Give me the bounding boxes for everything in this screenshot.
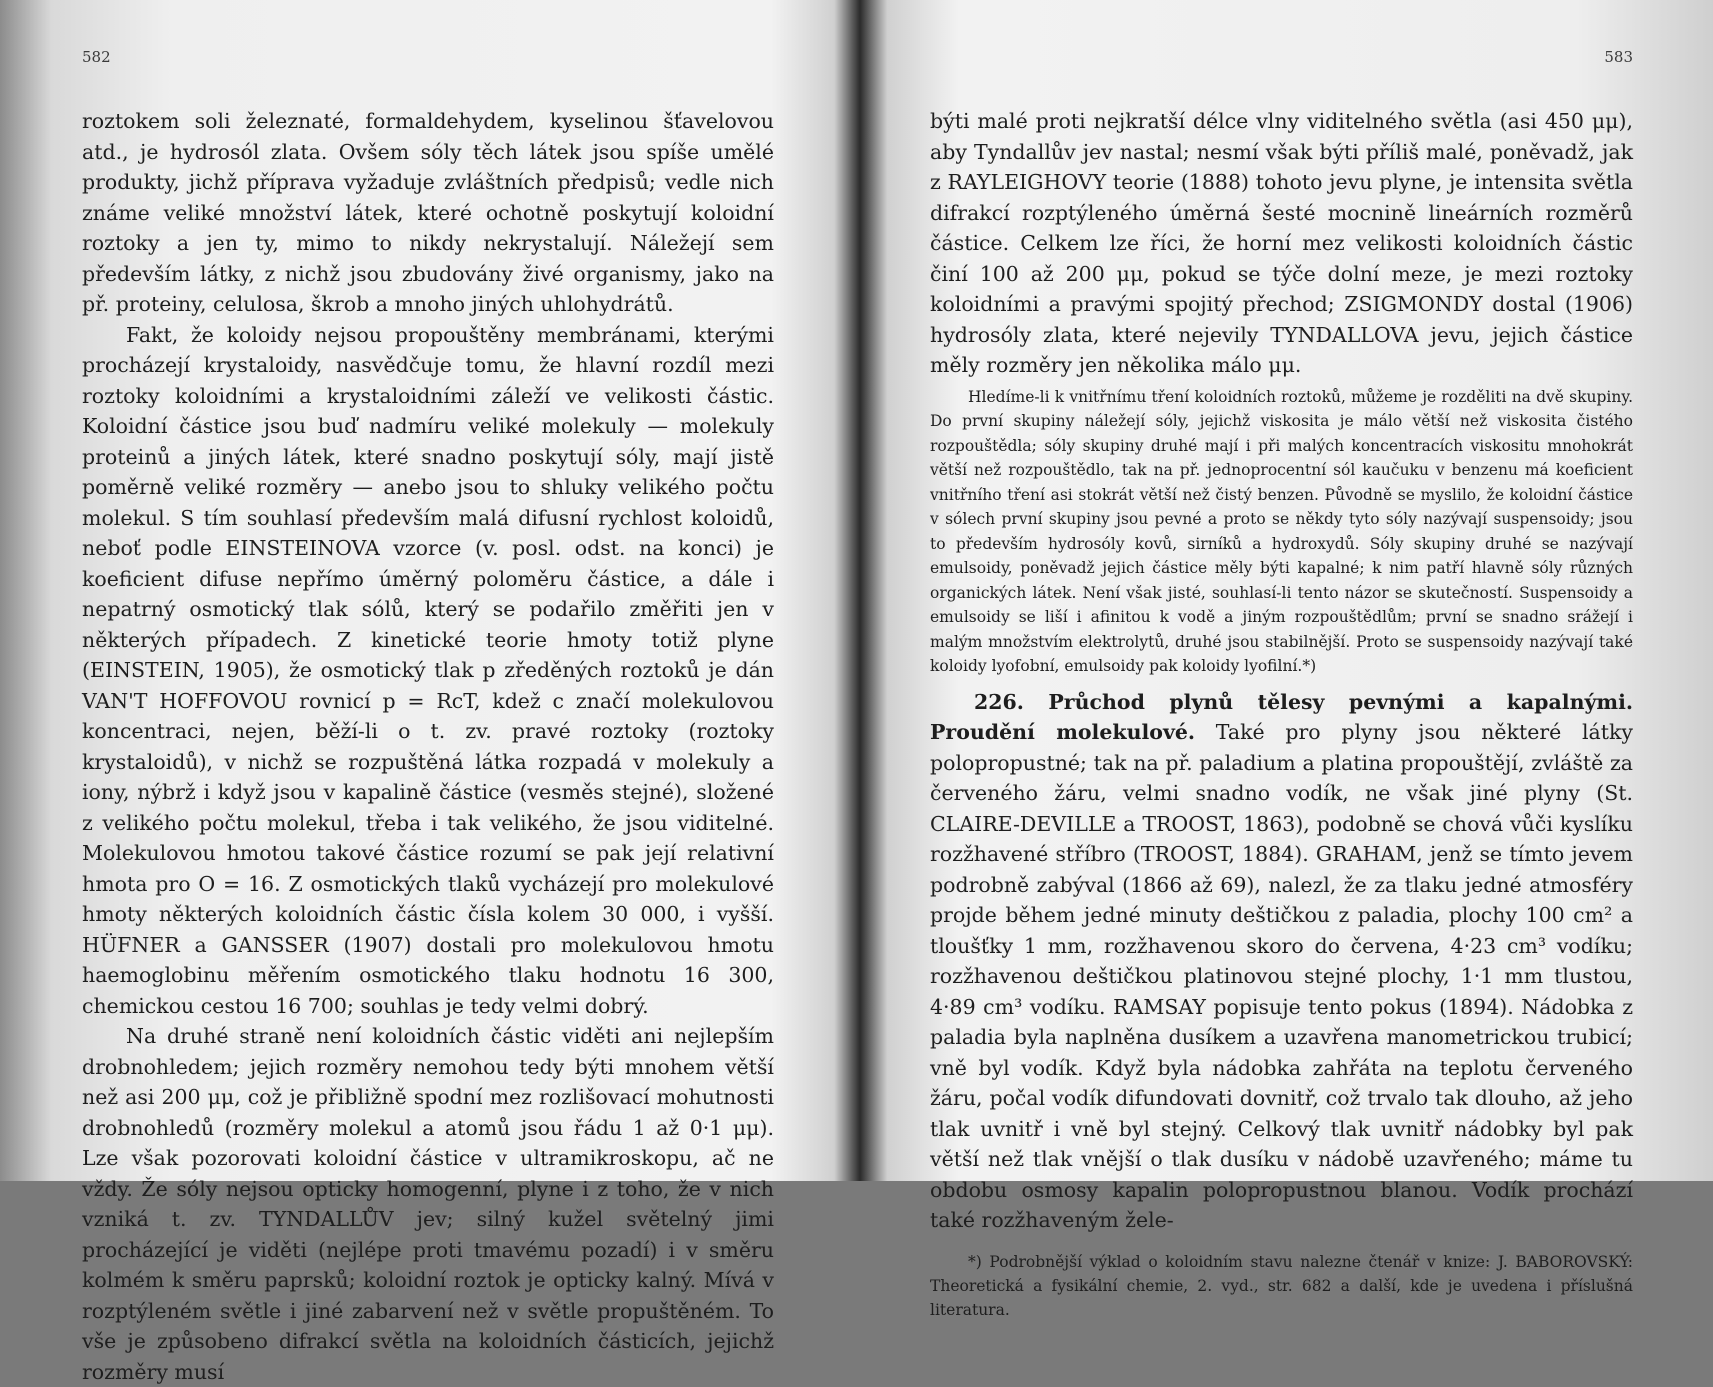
paragraph: roztokem soli železnaté, formaldehydem, kyselinou šťavelovou atd., je hydrosól zlata. Ovšem sóly těch látek jsou spíše umělé produkty, jichž příprava vyžaduje zvláštních předpisů; vedle nich známe veliké množství látek, které ochotně poskytují koloidní roztoky a jen ty, mimo to nikdy nekrystalují. Náležejí sem především látky, z nichž jsou zbudovány živé organismy, jako na př. proteiny, celulosa, škrob a mnoho jiných uhlohydrátů. bbox=[82, 109, 774, 316]
footnote bbox=[930, 1246, 1633, 1322]
footnote-text: *) Podrobnější výklad o koloidním stavu nalezne čtenář v knize: J. BABOROVSKÝ: Theoretická a fysikální chemie, 2. vyd., str. 682 a další, kde je uvedena i příslušná literatura. bbox=[930, 1252, 1633, 1319]
small-print-paragraph bbox=[930, 385, 1633, 679]
paragraph: Fakt, že koloidy nejsou propouštěny membránami, kterými procházejí krystaloidy, nasvědčuje tomu, že hlavní rozdíl mezi roztoky koloidními a krystaloidními záleží ve velikosti částic. Koloidní částice jsou buď nadmíru veliké molekuly — molekuly proteinů a jiných látek, které snadno poskytují sóly, mají jistě poměrně veliké rozměry — anebo jsou to shluky velikého počtu molekul. S tím souhlasí především malá difusní rychlost koloidů, neboť podle EINSTEINOVA vzorce (v. posl. odst. na konci) je koeficient difuse nepřímo úměrný poloměru částice, a dále i nepatrný osmotický tlak sólů, který se podařilo změřiti jen v některých případech. Z kinetické teorie hmoty totiž plyne (EINSTEIN, 1905), že osmotický tlak p zředěných roztoků je dán VAN'T HOFFOVOU rovnicí p = RcT, kdež c značí molekulovou koncentraci, nejen, běží-li o t. zv. pravé roztoky (roztoky krystaloidů), v nichž se rozpuštěná látka rozpadá v molekuly a iony, nýbrž i když jsou v kapalině částice (vesměs stejné), složené z velikého počtu molekul, třeba i tak velikého, že jsou viditelné. Molekulovou hmotou takové částice rozumí se pak její relativní hmota pro O = 16. Z osmotických tlaků vycházejí pro molekulové hmoty některých koloidních částic čísla kolem 30 000, i vyšší. HÜFNER a GANSSER (1907) dostali pro molekulovou hmotu haemoglobinu měřením osmotického tlaku hodnotu 16 300, chemickou cestou 16 700; souhlas je tedy velmi dobrý. bbox=[82, 322, 774, 1018]
page-number: 582 bbox=[82, 48, 111, 66]
paragraph: býti malé proti nejkratší délce vlny viditelného světla (asi 450 μμ), aby Tyndallův jev nastal; nesmí však býti příliš malé, poněvadž, jak z RAYLEIGHOVY teorie (1888) tohoto jevu plyne, je intensita světla difrakcí rozptýleného úměrná šesté mocnině lineárních rozměrů částice. Celkem lze říci, že horní mez velikosti koloidních částic činí 100 až 200 μμ, pokud se týče dolní meze, je mezi roztoky koloidními a pravými spojitý přechod; ZSIGMONDY dostal (1906) hydrosóly zlata, které nejevily TYNDALLOVA jevu, jejich částice měly rozměry jen několika málo μμ. bbox=[930, 109, 1633, 377]
section-paragraph bbox=[930, 687, 1633, 1236]
section-heading: 226. Průchod plynů tělesy pevnými a kapalnými. Proudění molekulové. bbox=[930, 689, 1633, 744]
right-page bbox=[878, 0, 1713, 1319]
paragraph: Hledíme-li k vnitřnímu tření koloidních roztoků, můžeme je rozděliti na dvě skupiny. Do první skupiny náležejí sóly, jejichž viskosita je málo větší než viskosita čistého rozpouštědla; sóly skupiny druhé mají i při malých koncentracích viskositu mnohokrát větší než rozpouštědlo, tak na př. jednoprocentní sól kaučuku v benzenu má koeficient vnitřního tření asi stokrát větší než čistý benzen. Původně se myslilo, že koloidní částice v sólech první skupiny jsou pevné a proto se někdy tyto sóly nazývají suspensoidy; jsou to především hydrosóly kovů, sirníků a hydroxydů. Sóly skupiny druhé se nazývají emulsoidy, poněvadž jejich částice měly býti kapalné; k nim patří hlavně sóly různých organických látek. Není však jisté, souhlasí-li tento názor se skutečností. Suspensoidy a emulsoidy se liší i afinitou k vodě a jiným rozpouštědlům; první se snadno srážejí i malým množstvím elektrolytů, druhé jsou stabilnější. Proto se suspensoidy nazývají také koloidy lyofobní, emulsoidy pak koloidy lyofilní.*) bbox=[930, 387, 1633, 675]
page-number: 583 bbox=[1604, 48, 1633, 66]
left-page bbox=[0, 0, 830, 1384]
section bbox=[930, 687, 1633, 1236]
body-text bbox=[82, 106, 774, 1387]
section-text: Také pro plyny jsou některé látky polopropustné; tak na př. paladium a platina propouštějí, zvláště za červeného žáru, velmi snadno vodík, ne však jiné plyny (St. CLAIRE-DEVILLE a TROOST, 1863), podobně se chová vůči kyslíku rozžhavené stříbro (TROOST, 1884). GRAHAM, jenž se tímto jevem podrobně zabýval (1866 až 69), nalezl, že za tlaku jedné atmosféry projde během jedné minuty deštičkou z paladia, plochy 100 cm² a tloušťky 1 mm, rozžhavenou skoro do červena, 4·23 cm³ vodíku; rozžhavenou deštičkou platinovou stejné plochy, 1·1 mm tlustou, 4·89 cm³ vodíku. RAMSAY popisuje tento pokus (1894). Nádobka z paladia byla naplněna dusíkem a uzavřena manometrickou trubicí; vně byl vodík. Když byla nádobka zahřáta na teplotu červeného žáru, počal vodík difundovati dovnitř, což trvalo tak dlouho, až jeho tlak uvnitř i vně byl stejný. Celkový tlak uvnitř nádobky byl pak větší než tlak vnější o tlak dusíku v nádobě uzavřeného; máme tu obdobu osmosy kapalin polopropustnou blanou. Vodík prochází také rozžhaveným žele- bbox=[930, 720, 1634, 1232]
paragraph: Na druhé straně není koloidních částic viděti ani nejlepším drobnohledem; jejich rozměry nemohou tedy býti mnohem větší než asi 200 μμ, což je přibližně spodní mez rozlišovací mohutnosti drobnohledů (rozměry molekul a atomů jsou řádu 1 až 0·1 μμ). Lze však pozorovati koloidní částice v ultramikroskopu, ač ne vždy. Že sóly nejsou opticky homogenní, plyne i z toho, že v nich vzniká t. zv. TYNDALLŮV jev; silný kužel světelný jimi procházející je viděti (nejlépe proti tmavému pozadí) i v směru kolmém k směru paprsků; koloidní roztok je opticky kalný. Mívá v rozptýleném světle i jiné zabarvení než v světle propuštěném. To vše je způsobeno difrakcí světla na koloidních částicích, jejichž rozměry musí bbox=[82, 1024, 774, 1384]
body-text bbox=[930, 106, 1633, 381]
